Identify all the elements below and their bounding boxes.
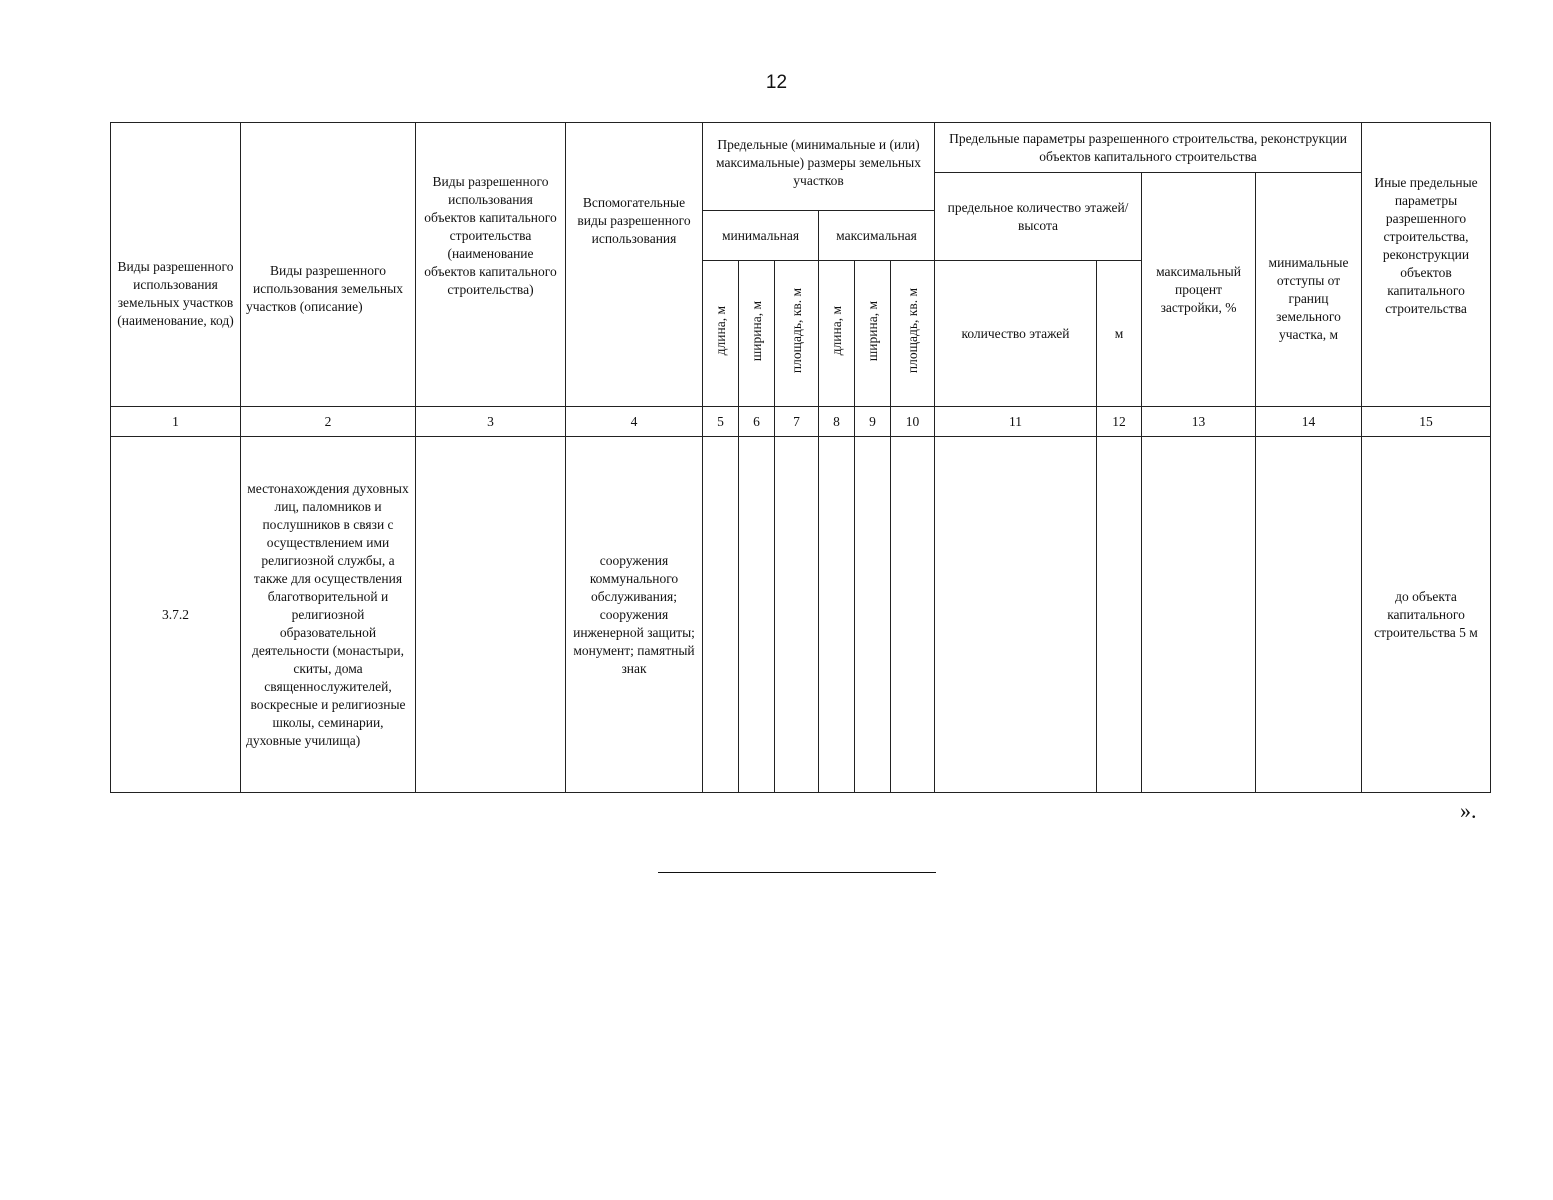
header-min-width: ширина, м (739, 261, 775, 407)
header-auxiliary-uses: Вспомогательные виды разрешенного использования (566, 123, 703, 407)
row-empty-cell (855, 437, 891, 793)
row-empty-cell (775, 437, 819, 793)
row-capital-objects (416, 437, 566, 793)
row-empty-cell (703, 437, 739, 793)
header-plot-sizes: Предельные (минимальные и (или) максимальные) размеры земельных участков (703, 123, 935, 211)
column-number: 10 (891, 407, 935, 437)
header-floors-height: предельное количество этажей/высота (935, 173, 1142, 261)
column-number: 4 (566, 407, 703, 437)
header-land-use-description: Виды разрешенного использования земельных участков (описание) (241, 123, 416, 407)
header-max-width: ширина, м (855, 261, 891, 407)
page-number: 12 (765, 72, 788, 93)
column-numbers-row (111, 407, 1491, 437)
row-auxiliary: сооружения коммунального обслуживания; сооружения инженерной защиты; монумент; памятный знак (566, 437, 703, 793)
header-max-percent: максимальный процент застройки, % (1142, 173, 1256, 407)
row-empty-cell (1256, 437, 1362, 793)
column-number: 8 (819, 407, 855, 437)
row-code: 3.7.2 (111, 437, 241, 793)
closing-quote: ». (1460, 798, 1477, 823)
column-number: 14 (1256, 407, 1362, 437)
column-number: 6 (739, 407, 775, 437)
row-other-params: до объекта капитального строительства 5 м (1362, 437, 1491, 793)
row-empty-cell (891, 437, 935, 793)
column-number: 15 (1362, 407, 1491, 437)
table-row (111, 437, 1491, 793)
header-land-use-code: Виды разрешенного использования земельных участков (наименование, код) (111, 123, 241, 407)
header-floor-count: количество этажей (935, 261, 1097, 407)
column-number: 1 (111, 407, 241, 437)
column-number: 5 (703, 407, 739, 437)
column-number: 9 (855, 407, 891, 437)
row-description: местонахождения духовных лиц, паломников и послушников в связи с осуществлением ими религиозной службы, а также для осуществления благотворительной и религиозной образовательной деятельности (монастыри, скиты, дома священнослужителей, воскресные и религиозные школы, семинарии, духовные училища) (241, 437, 416, 793)
footer-divider (658, 872, 936, 873)
column-number: 7 (775, 407, 819, 437)
regulations-table (110, 122, 1491, 793)
row-empty-cell (819, 437, 855, 793)
header-minimum: минимальная (703, 211, 819, 261)
header-max-length: длина, м (819, 261, 855, 407)
header-min-area: площадь, кв. м (775, 261, 819, 407)
row-empty-cell (1097, 437, 1142, 793)
header-maximum: максимальная (819, 211, 935, 261)
header-max-area: площадь, кв. м (891, 261, 935, 407)
header-min-length: длина, м (703, 261, 739, 407)
header-min-offsets: минимальные отступы от границ земельного участка, м (1256, 173, 1362, 407)
column-number: 3 (416, 407, 566, 437)
column-number: 2 (241, 407, 416, 437)
column-number: 13 (1142, 407, 1256, 437)
row-empty-cell (1142, 437, 1256, 793)
header-height-meters: м (1097, 261, 1142, 407)
row-empty-cell (935, 437, 1097, 793)
header-construction-params: Предельные параметры разрешенного строительства, реконструкции объектов капитального строительства (935, 123, 1362, 173)
column-number: 11 (935, 407, 1097, 437)
row-empty-cell (739, 437, 775, 793)
header-other-params: Иные предельные параметры разрешенного строительства, реконструкции объектов капитального строительства (1362, 123, 1491, 407)
header-capital-objects: Виды разрешенного использования объектов капитального строительства (наименование объектов капитального строительства) (416, 123, 566, 407)
column-number: 12 (1097, 407, 1142, 437)
